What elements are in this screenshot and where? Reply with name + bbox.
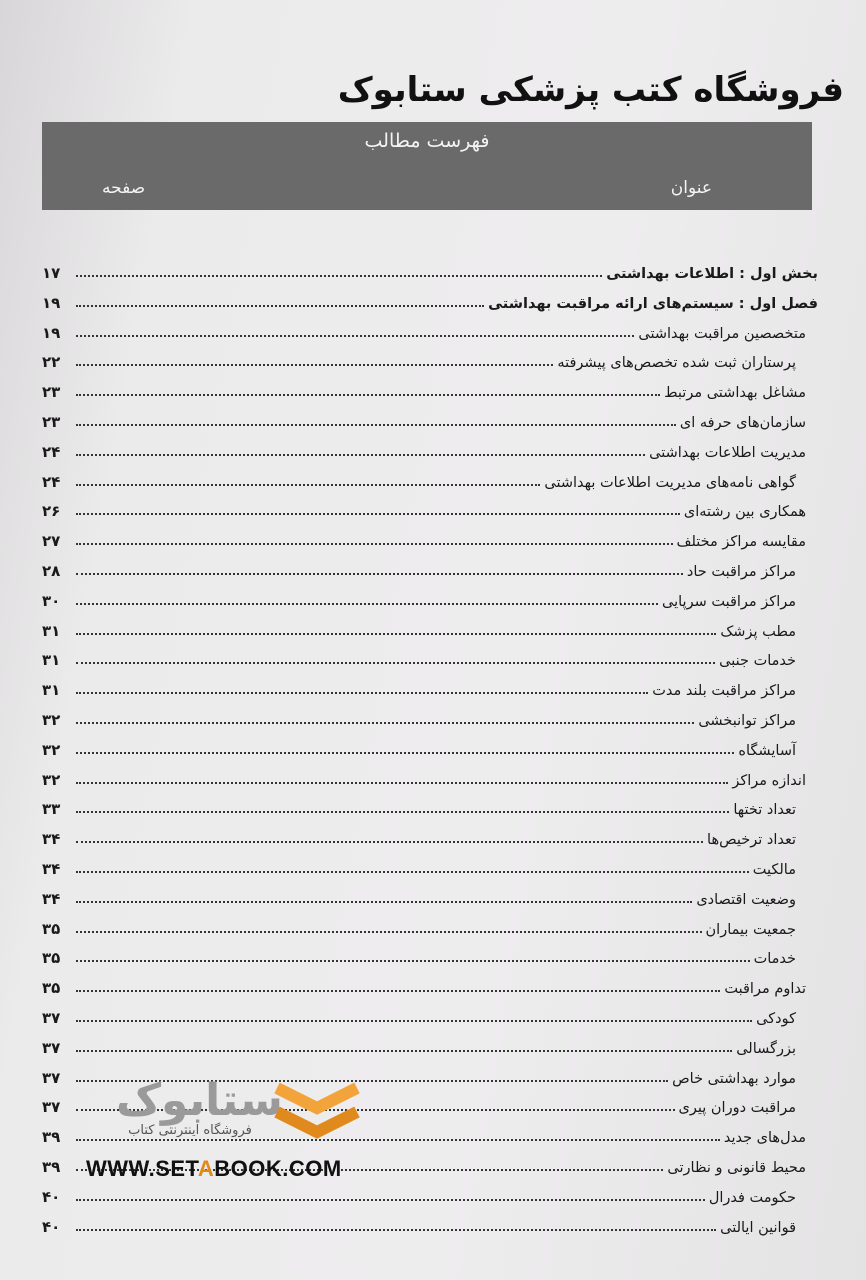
toc-entry-title: تداوم مراقبت — [724, 981, 806, 998]
dot-leader — [76, 394, 660, 396]
website-url-accent: A — [197, 1156, 215, 1181]
toc-page-number: ۳۷ — [42, 1009, 61, 1027]
toc-entry-title: مراکز مراقبت حاد — [686, 564, 796, 580]
dot-leader — [76, 1229, 716, 1231]
dot-leader — [76, 275, 602, 277]
toc-entry-title: مراقبت دوران پیری — [678, 1100, 796, 1117]
toc-page-number: ۳۷ — [42, 1098, 61, 1117]
toc-row — [42, 282, 818, 312]
dot-leader — [76, 454, 645, 456]
toc-row — [42, 520, 818, 550]
toc-entry-title: مدیریت اطلاعات بهداشتی — [649, 444, 806, 461]
dot-leader — [76, 305, 484, 307]
toc-entry-title: جمعیت بیماران — [705, 921, 796, 938]
toc-page-number: ۳۲ — [42, 711, 61, 729]
toc-row — [42, 1206, 818, 1236]
toc-page-number: ۳۴ — [42, 860, 61, 878]
title-column-label: عنوان — [670, 178, 712, 198]
dot-leader — [76, 841, 703, 843]
dot-leader — [76, 603, 658, 605]
toc-row — [42, 639, 818, 669]
toc-entry-title: مراکز مراقبت بلند مدت — [652, 683, 796, 700]
toc-heading: فهرست مطالب — [364, 130, 490, 152]
toc-entry-title: تعداد تختها — [733, 802, 796, 819]
dot-leader — [76, 1020, 752, 1022]
toc-entry-title: بخش اول : اطلاعات بهداشتی — [606, 266, 818, 282]
toc-entry-title: موارد بهداشتی خاص — [672, 1070, 796, 1087]
toc-page-number: ۳۰ — [42, 591, 61, 610]
toc-page-number: ۳۷ — [42, 1068, 61, 1087]
toc-entry-title: گواهی نامه‌های مدیریت اطلاعات بهداشتی — [544, 474, 796, 491]
toc-row — [42, 252, 818, 282]
toc-page-number: ۳۴ — [42, 830, 61, 849]
toc-page-number: ۳۱ — [42, 681, 61, 700]
toc-page-number: ۳۲ — [42, 740, 61, 759]
toc-row — [42, 759, 818, 789]
toc-row — [42, 699, 818, 729]
page-column-label: صفحه — [102, 178, 146, 198]
toc-entry-title: فصل اول : سیستم‌های ارائه مراقبت بهداشتی — [488, 295, 818, 312]
toc-page-number: ۲۲ — [42, 353, 61, 372]
toc-entry-title: پرستاران ثبت شده تخصص‌های پیشرفته — [557, 355, 796, 372]
dot-leader — [76, 931, 702, 933]
toc-page-number: ۲۳ — [42, 413, 61, 431]
toc-entry-title: مدل‌های جدید — [723, 1130, 806, 1147]
toc-page-number: ۳۹ — [42, 1128, 61, 1147]
toc-row — [42, 461, 818, 491]
toc-page-number: ۳۱ — [42, 651, 61, 670]
dot-leader — [76, 782, 728, 784]
toc-row — [42, 490, 818, 520]
toc-page-number: ۱۹ — [42, 323, 61, 342]
toc-page-number: ۳۵ — [42, 949, 61, 968]
toc-page-number: ۲۴ — [42, 442, 61, 461]
toc-page-number: ۳۳ — [42, 800, 61, 819]
toc-row — [42, 997, 818, 1027]
toc-row — [42, 908, 818, 938]
dot-leader — [76, 335, 634, 337]
dot-leader — [76, 722, 694, 724]
toc-entry-title: خدمات — [753, 951, 796, 968]
toc-entry-title: خدمات جنبی — [719, 653, 796, 670]
toc-page-number: ۳۵ — [42, 979, 61, 998]
dot-leader — [76, 990, 720, 992]
toc-entry-title: مراکز مراقبت سرپایی — [662, 593, 796, 610]
toc-entry-title: متخصصین مراقبت بهداشتی — [638, 325, 806, 342]
dot-leader — [76, 364, 553, 366]
toc-row — [42, 788, 818, 818]
website-url-part: WWW.SET — [86, 1156, 198, 1181]
store-title: فروشگاه کتب پزشکی ستابوک — [337, 70, 844, 110]
toc-page-number: ۲۶ — [42, 502, 61, 521]
toc-page-number: ۱۷ — [42, 264, 61, 282]
toc-row — [42, 1027, 818, 1057]
toc-row — [42, 341, 818, 371]
dot-leader — [76, 692, 648, 694]
dot-leader — [76, 662, 715, 664]
toc-header-bar — [42, 122, 812, 210]
toc-page-number: ۲۴ — [42, 472, 61, 491]
toc-page-number: ۱۹ — [42, 293, 61, 312]
website-url-part: BOOK.COM — [214, 1156, 342, 1181]
toc-row — [42, 580, 818, 610]
dot-leader — [76, 1050, 732, 1052]
logo-tagline: فروشگاه اینترنتی کتاب — [128, 1123, 252, 1138]
toc-row — [42, 937, 818, 967]
toc-row — [42, 401, 818, 431]
toc-page-number: ۳۱ — [42, 621, 61, 640]
toc-entry-title: تعداد ترخیص‌ها — [707, 832, 796, 849]
toc-entry-title: اندازه مراکز — [732, 772, 806, 789]
toc-page-number: ۴۰ — [42, 1187, 61, 1206]
toc-page-number: ۳۵ — [42, 919, 61, 938]
dot-leader — [76, 1199, 705, 1201]
toc-entry-title: مالکیت — [752, 862, 796, 878]
toc-page-number: ۲۸ — [42, 562, 61, 580]
dot-leader — [76, 543, 673, 545]
toc-page-number: ۴۰ — [42, 1217, 61, 1236]
toc-entry-title: همکاری بین رشته‌ای — [683, 504, 806, 521]
toc-entry-title: کودکی — [756, 1011, 796, 1027]
dot-leader — [76, 811, 729, 813]
toc-entry-title: وضعیت اقتصادی — [696, 891, 796, 908]
toc-page-number: ۳۴ — [42, 889, 61, 908]
toc-entry-title: مطب پزشک — [720, 623, 796, 640]
dot-leader — [76, 752, 734, 754]
toc-row — [42, 669, 818, 699]
dot-leader — [76, 871, 749, 873]
toc-entry-title: بزرگسالی — [736, 1040, 796, 1057]
dot-leader — [76, 633, 716, 635]
toc-entry-title: حکومت فدرال — [708, 1189, 796, 1206]
toc-row — [42, 848, 818, 878]
website-url — [86, 1156, 342, 1182]
dot-leader — [76, 573, 683, 575]
toc-row — [42, 610, 818, 640]
toc-page-number: ۲۳ — [42, 383, 61, 402]
toc-entry-title: مقایسه مراکز مختلف — [676, 534, 806, 551]
toc-row — [42, 550, 818, 580]
toc-row — [42, 818, 818, 848]
toc-row — [42, 878, 818, 908]
logo-wordmark: ستابوک — [116, 1075, 283, 1126]
dot-leader — [76, 901, 692, 903]
dot-leader — [76, 960, 750, 962]
toc-page-number: ۳۷ — [42, 1038, 61, 1057]
toc-page-number: ۲۷ — [42, 532, 61, 551]
toc-page-number: ۳۹ — [42, 1158, 61, 1176]
toc-entry-title: مراکز توانبخشی — [698, 713, 796, 729]
toc-page-number: ۳۲ — [42, 770, 61, 789]
toc-row — [42, 431, 818, 461]
toc-row — [42, 371, 818, 401]
toc-row — [42, 312, 818, 342]
toc-row — [42, 967, 818, 997]
dot-leader — [76, 513, 680, 515]
dot-leader — [76, 484, 540, 486]
toc-entry-title: آسایشگاه — [738, 742, 796, 759]
toc-entry-title: قوانین ایالتی — [720, 1219, 796, 1236]
toc-entry-title: سازمان‌های حرفه ای — [679, 415, 806, 431]
toc-entry-title: محیط قانونی و نظارتی — [667, 1160, 806, 1176]
toc-row — [42, 729, 818, 759]
dot-leader — [76, 424, 676, 426]
toc-entry-title: مشاغل بهداشتی مرتبط — [664, 385, 806, 402]
chevron-logo-icon — [272, 1078, 362, 1148]
